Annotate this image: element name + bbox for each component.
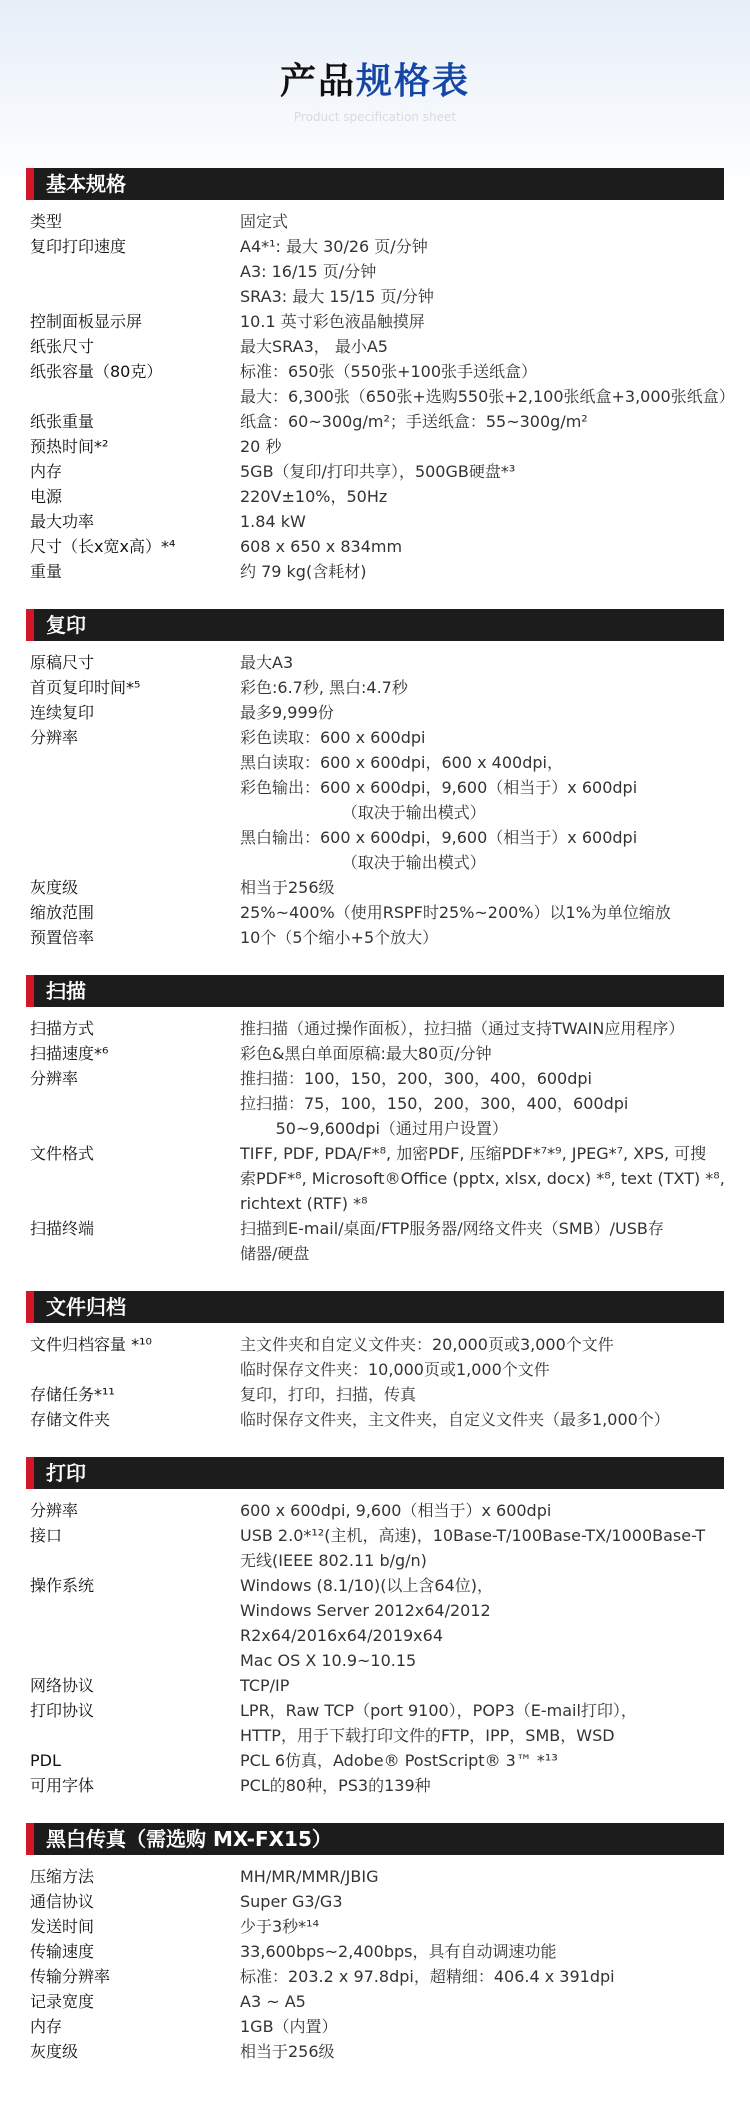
spec-value <box>240 2014 724 2039</box>
spec-row <box>26 359 735 409</box>
spec-value <box>240 534 724 559</box>
spec-label: 控制面板显示屏 <box>30 312 143 331</box>
spec-value-line: 索PDF*⁸, Microsoft®Office (pptx, xlsx, docx) *⁸, text (TXT) *⁸, <box>240 1169 725 1188</box>
spec-label: 类型 <box>30 212 63 231</box>
spec-rows <box>26 1007 724 1274</box>
spec-row <box>26 484 724 509</box>
title-blue: 规格表 <box>356 61 471 102</box>
spec-value <box>240 1748 724 1773</box>
spec-label: 纸张容量（80克） <box>30 362 163 381</box>
spec-value <box>240 1573 724 1673</box>
spec-rows <box>26 200 735 592</box>
spec-label: 传输分辨率 <box>30 1967 111 1986</box>
spec-value <box>240 1041 724 1066</box>
spec-value <box>240 1498 724 1523</box>
spec-label: 可用字体 <box>30 1776 95 1795</box>
spec-row <box>26 2039 724 2064</box>
spec-value <box>240 1698 724 1748</box>
spec-value-line: 50~9,600dpi（通过用户设置） <box>240 1119 508 1138</box>
spec-value-line: R2x64/2016x64/2019x64 <box>240 1626 443 1645</box>
spec-value-line: 临时保存文件夹：10,000页或1,000个文件 <box>240 1360 550 1379</box>
spec-row <box>26 334 724 359</box>
spec-row <box>26 459 724 484</box>
spec-row <box>26 1407 724 1432</box>
spec-row <box>26 675 724 700</box>
spec-row <box>26 650 724 675</box>
spec-row <box>26 1773 724 1798</box>
spec-value-line: 彩色输出：600 x 600dpi，9,600（相当于）x 600dpi <box>240 778 638 797</box>
spec-label: 内存 <box>30 462 63 481</box>
spec-value <box>240 209 724 234</box>
spec-label: 扫描终端 <box>30 1219 95 1238</box>
spec-label: 扫描方式 <box>30 1019 95 1038</box>
spec-label: 发送时间 <box>30 1917 95 1936</box>
spec-value-line: 黑白读取：600 x 600dpi，600 x 400dpi， <box>240 753 563 772</box>
section-header: 打印 <box>26 1457 724 1489</box>
spec-value <box>240 1141 729 1216</box>
spec-value-line: 纸盒：60~300g/m²；手送纸盒：55~300g/m² <box>240 412 588 431</box>
spec-value-line: （取决于输出模式） <box>240 853 486 872</box>
spec-value-line: 储器/硬盘 <box>240 1244 310 1263</box>
spec-value-line: 黑白输出：600 x 600dpi，9,600（相当于）x 600dpi <box>240 828 638 847</box>
spec-label: 存储文件夹 <box>30 1410 111 1429</box>
spec-value <box>240 359 739 409</box>
spec-section <box>26 1457 724 1806</box>
spec-row <box>26 534 724 559</box>
spec-value-line: 标准：650张（550张+100张手送纸盒） <box>240 362 538 381</box>
spec-value-line: 相当于256级 <box>240 878 335 897</box>
spec-row <box>26 434 724 459</box>
spec-row <box>26 725 724 875</box>
spec-label: 复印打印速度 <box>30 237 127 256</box>
spec-value-line: MH/MR/MMR/JBIG <box>240 1867 379 1886</box>
spec-rows <box>26 1323 724 1440</box>
spec-label: 电源 <box>30 487 63 506</box>
spec-value-line: 10.1 英寸彩色液晶触摸屏 <box>240 312 425 331</box>
spec-value-line: 标准：203.2 x 97.8dpi，超精细：406.4 x 391dpi <box>240 1967 615 1986</box>
spec-row <box>26 509 724 534</box>
spec-label: 内存 <box>30 2017 63 2036</box>
spec-value <box>240 459 724 484</box>
spec-value-line: LPR，Raw TCP（port 9100），POP3（E-mail打印）， <box>240 1701 637 1720</box>
spec-value <box>240 900 724 925</box>
spec-row <box>26 1889 724 1914</box>
section-gap <box>26 1806 724 1823</box>
spec-label: 预置倍率 <box>30 928 95 947</box>
spec-label: 操作系统 <box>30 1576 95 1595</box>
spec-value <box>240 1889 724 1914</box>
spec-value-line: 拉扫描：75，100，150，200，300，400，600dpi <box>240 1094 629 1113</box>
spec-value-line: A4*¹: 最大 30/26 页/分钟 <box>240 237 428 256</box>
spec-value-line: 最大SRA3， 最小A5 <box>240 337 388 356</box>
page-title <box>0 60 750 104</box>
spec-value <box>240 334 724 359</box>
header <box>0 0 750 160</box>
spec-row <box>26 1964 724 1989</box>
spec-value-line: 临时保存文件夹，主文件夹，自定义文件夹（最多1,000个） <box>240 1410 670 1429</box>
spec-value <box>240 675 724 700</box>
spec-label: 网络协议 <box>30 1676 95 1695</box>
spec-label: 最大功率 <box>30 512 95 531</box>
spec-row <box>26 1914 724 1939</box>
spec-label: 扫描速度*⁶ <box>30 1044 109 1063</box>
spec-value-line: 600 x 600dpi, 9,600（相当于）x 600dpi <box>240 1501 552 1520</box>
spec-value-line: 25%~400%（使用RSPF时25%~200%）以1%为单位缩放 <box>240 903 671 922</box>
spec-value <box>240 1523 724 1573</box>
spec-value <box>240 1939 724 1964</box>
spec-row <box>26 1673 724 1698</box>
spec-value-line: 1GB（内置） <box>240 2017 338 2036</box>
spec-value <box>240 434 724 459</box>
spec-row <box>26 1523 724 1573</box>
spec-label: 通信协议 <box>30 1892 95 1911</box>
spec-value <box>240 2039 724 2064</box>
spec-value-line: 主文件夹和自定义文件夹：20,000页或3,000个文件 <box>240 1335 614 1354</box>
spec-value-line: A3 ~ A5 <box>240 1992 306 2011</box>
section-gap <box>26 592 724 609</box>
spec-label: 传输速度 <box>30 1942 95 1961</box>
spec-value-line: PCL的80种，PS3的139种 <box>240 1776 431 1795</box>
page-subtitle: Product specification sheet <box>293 110 457 124</box>
spec-value-line: Super G3/G3 <box>240 1892 343 1911</box>
spec-row <box>26 1041 724 1066</box>
spec-rows <box>26 1489 724 1806</box>
spec-label: 灰度级 <box>30 878 79 897</box>
spec-value-line: 5GB（复印/打印共享），500GB硬盘*³ <box>240 462 516 481</box>
spec-rows <box>26 1855 724 2072</box>
spec-value-line: USB 2.0*¹²(主机，高速)，10Base-T/100Base-TX/1000Base-T <box>240 1526 706 1545</box>
spec-value-line: 608 x 650 x 834mm <box>240 537 403 556</box>
spec-card <box>26 168 735 2114</box>
spec-label: 纸张尺寸 <box>30 337 95 356</box>
spec-label: 首页复印时间*⁵ <box>30 678 141 697</box>
spec-value <box>240 1964 724 1989</box>
spec-value-line: 彩色读取：600 x 600dpi <box>240 728 426 747</box>
section-gap <box>26 1274 724 1291</box>
spec-value-line: SRA3: 最大 15/15 页/分钟 <box>240 287 434 306</box>
spec-value <box>240 700 724 725</box>
spec-value <box>240 559 724 584</box>
spec-label: 打印协议 <box>30 1701 95 1720</box>
spec-value-line: （取决于输出模式） <box>240 803 486 822</box>
spec-row <box>26 1066 724 1141</box>
spec-label: 纸张重量 <box>30 412 95 431</box>
spec-row <box>26 209 724 234</box>
spec-label: 缩放范围 <box>30 903 95 922</box>
spec-value-line: Mac OS X 10.9~10.15 <box>240 1651 417 1670</box>
spec-value <box>240 725 724 875</box>
title-dark: 产品 <box>279 61 356 102</box>
spec-value-line: 彩色&黑白单面原稿:最大80页/分钟 <box>240 1044 492 1063</box>
section-header: 文件归档 <box>26 1291 724 1323</box>
spec-label: 尺寸（长x宽x高）*⁴ <box>30 537 176 556</box>
spec-value-line: 约 79 kg(含耗材) <box>240 562 367 581</box>
spec-label: 分辨率 <box>30 1501 79 1520</box>
spec-row <box>26 925 724 950</box>
spec-value <box>240 234 724 309</box>
spec-value-line: 最大A3 <box>240 653 294 672</box>
spec-label: 连续复印 <box>30 703 95 722</box>
spec-rows <box>26 641 724 958</box>
section-header: 扫描 <box>26 975 724 1007</box>
spec-label: 分辨率 <box>30 1069 79 1088</box>
spec-value-line: 33,600bps~2,400bps，具有自动调速功能 <box>240 1942 557 1961</box>
spec-row <box>26 875 724 900</box>
spec-value <box>240 1216 724 1266</box>
spec-row <box>26 1216 724 1266</box>
spec-value <box>240 875 724 900</box>
spec-section <box>26 1291 724 1440</box>
spec-value-line: TCP/IP <box>240 1676 290 1695</box>
spec-value-line: 最大：6,300张（650张+选购550张+2,100张纸盒+3,000张纸盒） <box>240 387 735 406</box>
spec-value <box>240 309 724 334</box>
spec-value-line: 10个（5个缩小+5个放大） <box>240 928 439 947</box>
spec-row <box>26 2014 724 2039</box>
spec-value <box>240 1016 724 1041</box>
spec-value-line: 推扫描：100，150，200，300，400，600dpi <box>240 1069 592 1088</box>
spec-value-line: richtext (RTF) *⁸ <box>240 1194 368 1213</box>
spec-value-line: TIFF, PDF, PDA/F*⁸, 加密PDF, 压缩PDF*⁷*⁹, JPEG*⁷, XPS, 可搜 <box>240 1144 707 1163</box>
spec-label: 文件归档容量 *¹⁰ <box>30 1335 152 1354</box>
spec-value <box>240 925 724 950</box>
spec-row <box>26 1939 724 1964</box>
spec-label: 灰度级 <box>30 2042 79 2061</box>
spec-value <box>240 1989 724 2014</box>
spec-row <box>26 1989 724 2014</box>
spec-row <box>26 900 724 925</box>
spec-row <box>26 1573 724 1673</box>
spec-row <box>26 1382 724 1407</box>
spec-value-line: PCL 6仿真，Adobe® PostScript® 3™ *¹³ <box>240 1751 558 1770</box>
spec-value <box>240 1773 724 1798</box>
spec-section <box>26 1823 724 2072</box>
spec-value-line: Windows (8.1/10)(以上含64位)， <box>240 1576 494 1595</box>
spec-value-line: 扫描到E-mail/桌面/FTP服务器/网络文件夹（SMB）/USB存 <box>240 1219 664 1238</box>
spec-row <box>26 1332 724 1382</box>
spec-row <box>26 1498 724 1523</box>
spec-value-line: 复印，打印，扫描，传真 <box>240 1385 417 1404</box>
spec-value-line: Windows Server 2012x64/2012 <box>240 1601 491 1620</box>
spec-value-line: A3: 16/15 页/分钟 <box>240 262 377 281</box>
spec-section <box>26 168 735 592</box>
section-header: 黑白传真（需选购 MX-FX15） <box>26 1823 724 1855</box>
spec-value-line: 彩色:6.7秒, 黑白:4.7秒 <box>240 678 408 697</box>
spec-row <box>26 1864 724 1889</box>
spec-label: 压缩方法 <box>30 1867 95 1886</box>
spec-row <box>26 309 724 334</box>
spec-value <box>240 1914 724 1939</box>
spec-value-line: 相当于256级 <box>240 2042 335 2061</box>
spec-value-line: 最多9,999份 <box>240 703 334 722</box>
spec-label: 接口 <box>30 1526 63 1545</box>
spec-section <box>26 609 724 958</box>
spec-value <box>240 1332 724 1382</box>
spec-value <box>240 1864 724 1889</box>
spec-label: 文件格式 <box>30 1144 95 1163</box>
spec-value <box>240 409 724 434</box>
spec-row <box>26 700 724 725</box>
section-header: 复印 <box>26 609 724 641</box>
spec-row <box>26 559 724 584</box>
spec-value <box>240 1407 724 1432</box>
spec-value <box>240 509 724 534</box>
spec-value <box>240 1066 724 1141</box>
spec-value-line: 1.84 kW <box>240 512 306 531</box>
spec-value-line: 20 秒 <box>240 437 282 456</box>
spec-value-line: 无线(IEEE 802.11 b/g/n) <box>240 1551 427 1570</box>
spec-row <box>26 234 724 309</box>
spec-label: 重量 <box>30 562 63 581</box>
spec-value <box>240 650 724 675</box>
spec-value <box>240 484 724 509</box>
spec-value-line: 少于3秒*¹⁴ <box>240 1917 320 1936</box>
spec-label: 存储任务*¹¹ <box>30 1385 115 1404</box>
spec-label: 分辨率 <box>30 728 79 747</box>
spec-value-line: HTTP，用于下载打印文件的FTP，IPP，SMB，WSD <box>240 1726 615 1745</box>
spec-row <box>26 1016 724 1041</box>
spec-value <box>240 1382 724 1407</box>
spec-section <box>26 975 724 1274</box>
section-gap <box>26 1440 724 1457</box>
spec-row <box>26 1141 724 1216</box>
spec-row <box>26 1748 724 1773</box>
spec-label: 原稿尺寸 <box>30 653 95 672</box>
spec-row <box>26 1698 724 1748</box>
spec-label: 记录宽度 <box>30 1992 95 2011</box>
section-gap <box>26 958 724 975</box>
spec-value-line: 推扫描（通过操作面板），拉扫描（通过支持TWAIN应用程序） <box>240 1019 685 1038</box>
spec-value-line: 220V±10%，50Hz <box>240 487 388 506</box>
spec-value <box>240 1673 724 1698</box>
spec-row <box>26 409 724 434</box>
section-header: 基本规格 <box>26 168 724 200</box>
spec-value-line: 固定式 <box>240 212 289 231</box>
spec-label: PDL <box>30 1751 61 1770</box>
spec-label: 预热时间*² <box>30 437 109 456</box>
